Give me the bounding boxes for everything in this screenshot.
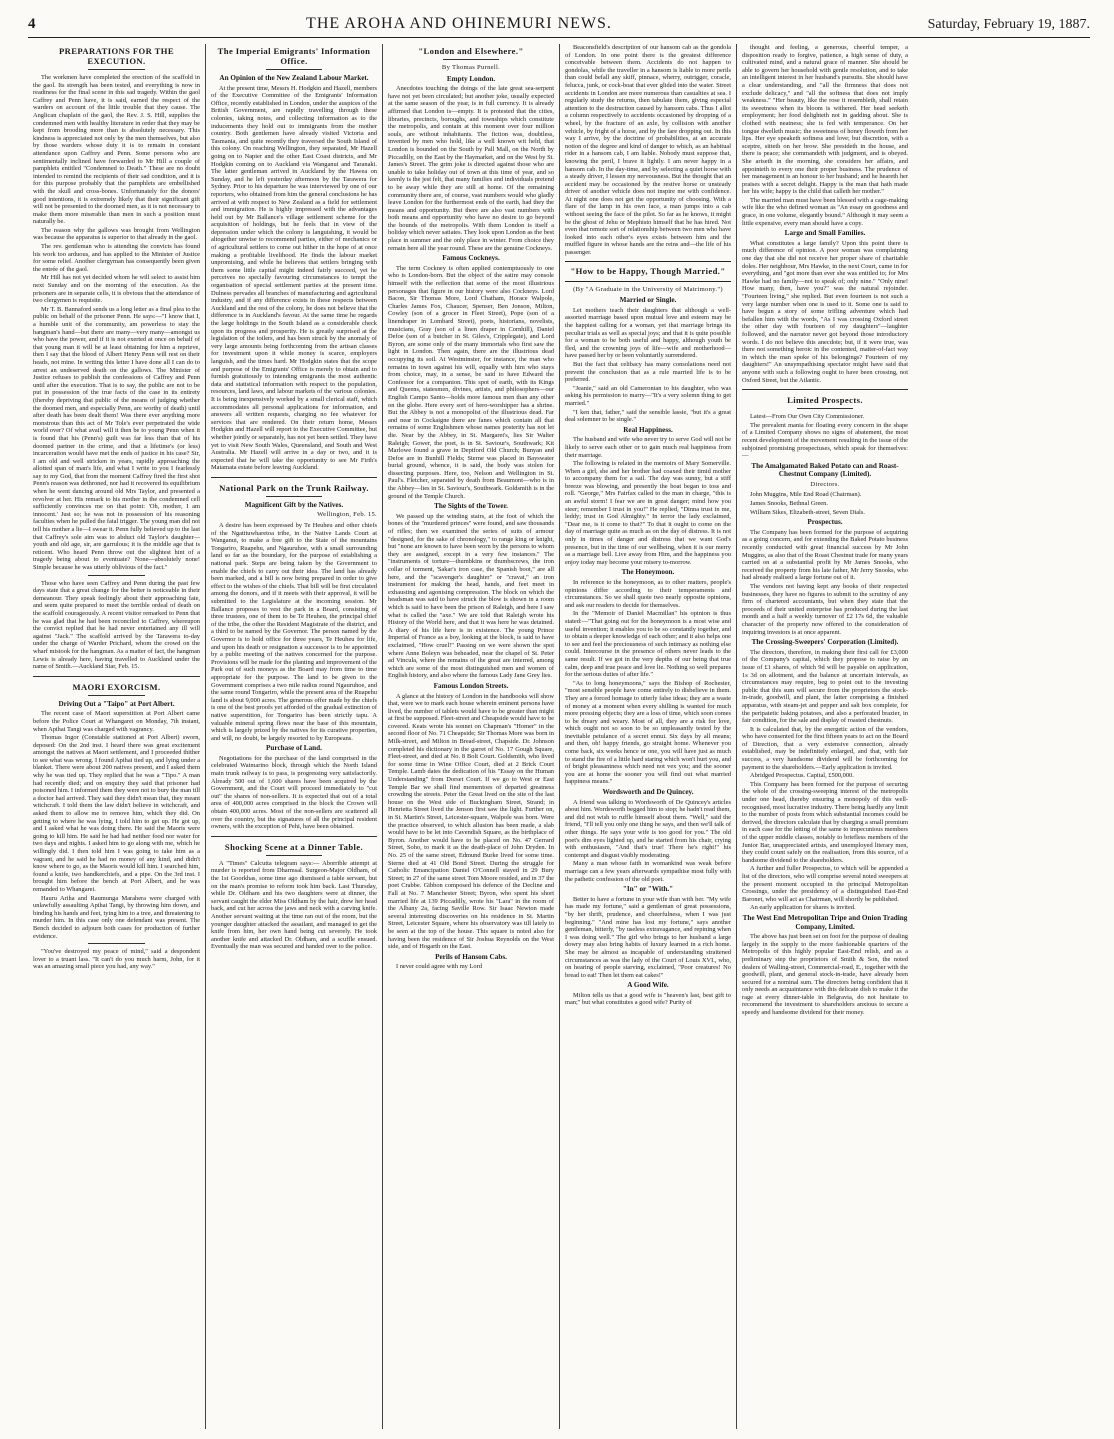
article-heading: "How to be Happy, Though Married." xyxy=(570,265,726,276)
divider xyxy=(88,69,145,70)
subheading: An Opinion of the New Zealand Labour Market. xyxy=(219,74,369,82)
paragraph: Those who have seen Caffrey and Penn during the past few days state that a great change for the better is noticeable in their demeanour. They speak feelingly about their approaching fate, and seem quite prepared to meet the terrible ordeal of death on the scaffold courageously. A recent visitor remarked to Penn that he was glad that he had been reconciled to Caffrey, whereupon the convict replied that he had never entertained any ill will against "Jack." The scaffold arrived by the Tarawera to-day under the charge of Warder Prichard, whom the crowd on the wharf mistook for the hangman. As a matter of fact, the hangman Lewis is already here, having travelled to Auckland under the name of Smith.—Auckland Star, Feb. 15. xyxy=(33,579,200,671)
paragraph: "I ken that, father," said the sensible lassie, "but it's a great deal solemner to be single." xyxy=(565,408,731,424)
director-entry: James Snooks, Bethnal Green. xyxy=(750,500,828,508)
subheading: The Sights of the Tower. xyxy=(434,502,508,511)
subheading: Prospectus. xyxy=(807,518,843,527)
paragraph: Beaconsfield's description of our hansom cab as the gondola of London. In one point there is the greatest difference conceivable between them. Accidents do not happen to gondolas, while the traveller in a hansom is liable to more perils than could befall any skiff, pinnace, wherry, outrigger, coracle, felucca, junk, or cock-boat that ever glided into the water. Street accidents in London are more numerous than casualties at sea. I regularly study the returns, then tabulate them, giving especial attention to the destruction caused by hansom cabs. Thus I allot a column respectively to accidents occasioned by dropping of a wheel, by the fracture of an axle, by collision with another vehicle, by fright of a horse, and by the fare dropping out. In this way I arrive, by the doctrine of probabilities, at an accurate notion of the degree and kind of danger to which, as an habitual rider in a hansom cab, I am liable. Nobody must suppose that, knowing the peril, I brave it lightly. I am never happy in a hansom cab. In the day-time, and by selecting a quiet horse with a steady driver, I lessen my nervousness. But the thought that an accident may be occasioned by the restive horse or unsteady driver of another vehicle does not inspire me with confidence. At night one does not get the opportunity of choosing. With a flare of the lamp in his own face, a man jumps into a cab without seeing the face of the pilot. So far as he knows, it might be the ghost of Jehu or Mephisto himself that he has hired. Not even that remote sort of relationship between two men who have looked into each other's eyes exists between him and the muffled figure in whose hands are the reins and—the life of his passenger. xyxy=(565,44,731,257)
paragraph: The prevalent mania for floating every concern in the shape of a Limited Company shows no signs of abatement, the most recent development of the movement resulting in the issue of the subjoined promising prospectuses, which speak for themselves:— xyxy=(742,421,908,460)
subheading: Large and Small Families. xyxy=(784,229,866,238)
paragraph: The workmen have completed the erection of the scaffold in the gaol. Its strength has been tested, and everything is now in readiness for the final scene in this sad tragedy. Within the gaol Caffrey and Penn have, it is said, earned the respect of the warders on account of the little trouble that they cause. The Anglican chaplain of the gaol, the Rev. J. S. Hill, supplies the condemned men with healthy literature in order that they may be kept from brooding more than is absolutely necessary. This kindness is appreciated not only by the men themselves, but also by those warders whose duty it is to remain in constant attendance upon Caffrey and Penn. Some persons who are sentimentally inclined have forwarded to Mr Hill a couple of pamphlets entitled "Condemned to Death." These are no doubt intended to remind the recipients of their sad condition, and it is for this purpose probably that the pamphlets are embellished with the skull and cross-bones. Unfortunately for the donors' good intentions, it is extremely likely that their significant gift will not be presented to the doomed men, as it is not necessary to make them more miserable than men in such a position must naturally be. xyxy=(33,74,200,226)
column-3 xyxy=(382,44,559,1429)
paragraph: A desire has been expressed by Te Heuheu and other chiefs of the Ngatituwharetoa tribe, in the Native Lands Court at Wanganui, to make a free gift to the State of the mountains Tongariro, Ruapehu, and Ngauruhoe, with a small surrounding land so far as the boundary, for the purpose of establishing a national park. Steps are being taken by the Government to enable the chiefs to carry out their idea. The land has already been marked, and a bill is now being prepared in order to give effect to the wishes of the chiefs. That bill will be first circulated among the donors, and if it meets with their approval, it will be submitted to the Legislature at the incoming session. Mr Ballance proposes to vest the park in a Board, consisting of three trustees, one of them to be Te Heuheu, the principal chief of the tribe, the other the Resident Magistrate of the district, and a third to be named by the Governor. The person named by the Governor is to hold office for three years, Te Heuheu for life, and upon his death or resignation a successor is to be appointed by a public meeting of the natives concerned for the purpose. Provisions will be made for the planting and improvement of the Park out of such moneys as the Board may from time to time appropriate for the purpose. The land to be given to the Government comprises a two mile radius round Ngauruhoe, and the same round Tongariro, while the present area of the Ruapehu land is about 9,000 acres. The generous offer made by the chiefs is one of the best proofs yet afforded of the gradual extinction of native superstition, for Tongariro has been strictly tapu. A valuable mineral spring flows near the base of this mountain, which is largely prized by the natives for its curative properties, and will, no doubt, be largely resorted to by Europeans. xyxy=(211,522,377,742)
byline: By Thomas Purnell. xyxy=(441,64,501,71)
paragraph: We passed up the winding stairs, at the foot of which the bones of the "murdered princes" were found, and saw thousands of rifles; then we examined the series of suits of armour "designed, for the sake of chronology," to range king or knight, but "none are known to have been worn by the persons to whom they are assigned, except in a very few instances." The "instruments of torture—thumbkins or thumbscrews, the iron collar of torment, 'Sakar's iron case, the Spanish boot," are all here, and the "scavenger's daughter" or "cravat," an iron instrument for making the head, hands, and feet meet in exhausting and agonising compression. The block on which the headsman was said to have struck the blow is shown in a room which is said to have been the prison of Raleigh, and here I saw what is called the "axe." We are told that Raleigh wrote his History of the World here, and that it was here he was detained. A diary of his life here is in existence. The young Prince Imperial of France as a boy, looking at the block, is said to have exclaimed, "How cruel!" Passing on we were shown the spot where Anne Boleyn was beheaded, near the chapel of St. Peter ad Vincula, where the remains of the great are interred, among which are some of the most distinguished men and women of English history, and also where the famous Lady Jane Grey lies. xyxy=(388,512,554,680)
divider xyxy=(211,836,377,837)
paragraph: "As to long honeymoons," says the Bishop of Rochester, "most sensible people have come entirely to disbelieve in them. They are a forced homage to utterly false ideas; they are a waste of money at a moment when every shilling is wanted for much more pressing objects; they are a loss of time, which soon comes to be dreary and weary. Most of all, they are a risk for love, which ought not so soon to be so unpleasantly tested by the inevitable petulance of a secret ennui. Six days by all means; and then, oh! happy friends, go straight home. Whenever you come back, six weeks hence or one, you will have just as much to stand the fire of a little hard staring which won't hurt you, and of bright pleasantness which need not vex you; and the sooner you are at home the sooner you will find out what married happiness means." xyxy=(565,679,731,786)
subheading: "In" or "With." xyxy=(622,885,674,894)
paragraph: It is calculated that, by the energetic action of the vendors, who have consented for the first fifteen years to act on the Board of Direction, that a very extensive connection, already established, may be indefinitely enlarged, and that, with fair success, a very handsome dividend will be forthcoming for payment to the shareholders.—Early application is invited. xyxy=(742,725,908,771)
subheading: Famous London Streets. xyxy=(433,681,509,690)
subheading: A Good Wife. xyxy=(627,981,669,990)
article-heading: MAORI EXORCISM. xyxy=(72,681,161,692)
company-name: The Amalgamated Baked Potato can and Roast-Chestnut Company (Limited). xyxy=(751,461,899,479)
paragraph: Milton tells us that a good wife is "heaven's last, best gift to man;" but what constitutes a good wife? Purity of xyxy=(565,991,731,1007)
paragraph: The rev. gentleman who is attending the convicts has found his work too arduous, and has applied to the Minister of Justice for some relief. Another clergyman has consequently been given the entrée of the gaol. xyxy=(33,243,200,273)
subheading: Magnificent Gift by the Natives. xyxy=(244,500,344,509)
divider xyxy=(797,408,853,409)
directors-label: Directors. xyxy=(810,480,840,488)
paragraph: A glance at the history of London in the handbooks will show that, were we to mark each house wherein eminent persons have lived, the number of tablets would have to be greater than might at first be supposed. Fleet-street and Cheapside would have to be covered. Keats wrote his sonnet on Chapman's "Homer" in the second floor of No. 71 Cheapside; Sir Thomas More was born in Milk-street, and Milton in Bread-street, Chapside. Dr. Johnson completed his dictionary in the garret of No. 17 Gough Square, Fleet-street, and died at No. 8 Bolt Court. Goldsmith, who lived for some time in Wine Office Court, died at 2 Brick Court Temple. Lamb dates the dedication of his "Essay on the Human Understanding" from Dorset Court. If we go to West or East Temple Bar we shall find mementoes of departed greatness crowding the streets. Peter the Great lived on the site of the last house on the West side of Buckingham Street, Strand; in Henrietta Street lived the Jenson first saw the light. Further on, in St. Martin's Street, Leicester-square, Walpole was born. Were the practice observed, to which allusion has been made, a slab would have to be let into Cavendish Square, as the birthplace of Byron. Another would have to be placed on No. 47 Gerrard Street, Soho, to mark it as the death-place of John Dryden. In No. 25 of the same street, Edmund Burke lived for some time. Sterne died at 41 Old Bond Street. During the struggle for Catholic Emancipation Daniel O'Connell stayed in 29 Bury Street; in 27 of the same street Tom Moore resided, and in 37 the poet Crabbe. Gibbon composed his defence of the Decline and Fall at No. 7 Manchester Street; Byron, who spent his short married life at 139 Piccadilly, wrote his "Lara" in the room of the Albany 2a, facing Saville Row. Sir Isaac Newton made several interesting discoveries on his residence in St. Martin Street, Leicester Square, where his observatory was till lately to be seen at the top of the house. This square is noted also for having been the residence of Sir Joshua Reynolds on the West side, and of Hogarth on the East. xyxy=(388,692,554,951)
divider xyxy=(88,575,145,576)
issue-date: Saturday, February 19, 1887. xyxy=(927,17,1090,32)
divider xyxy=(742,389,908,390)
paragraph: Many a man whose faith in womankind was weak before marriage can a few years afterwards sympathise most fully with the pathetic confession of the old poet. xyxy=(565,860,731,883)
paragraph: The Company has been formed for the purpose of acquiring as a going concern, and for extending the Baked Potato business recently conducted with great financial success by Mr John Muggins, as also that of the Roast Chestnut trade for many years carried on at a substantial profit by Mr James Snooks, who received the property from his late father, Mr Jerry Snooks, who had already realised a large fortune out of it. xyxy=(742,528,908,582)
divider xyxy=(88,695,145,696)
paragraph: The above has just been set on foot for the purpose of dealing largely in the supply to the more fashionable quarters of the Metropolis of this highly popular East-End relish, and as a preliminary step the proprietors of Smith & Son, the noted dealers of Walling-street, Commercial-road, E., together with the goodwill, plant, and general stock-in-trade, have already been secured for a nominal sum. The directors being confident that it only needs an acquaintance with this delicate dish to make it the rage at every dinner-table in Belgravia, do not hesitate to recommend the investment to shareholders anxious to secure a speedy and handsome dividend for their money. xyxy=(742,933,908,1017)
paragraph: "You've destroyed my peace of mind," said a despondent lover to a truant lass. "It can't do you much harm, John, for it was an amazing small piece you had, any way." xyxy=(33,948,200,971)
subheading: Driving Out a "Taipo" at Port Albert. xyxy=(58,699,175,708)
paragraph: What constitutes a large family? Upon this point there is much difference of opinion. A poor woman was complaining one day that she did not receive her proper share of charitable doles. Her neighbour, Mrs Hawke, in the next Court, came in for everything, and "got more than ever she was entitled to; for Mrs Hawke had no family—not to speak of; only nine." "Only nine! How many, then, have you?" was the natural rejoinder. "Fourteen living," she replied. But even fourteen is not such a very large number when one is used to it. Some one is said to have begun a story of some trifling adventure which had befallen him with the words, "As I was crossing Oxford street the other day with fourteen of my daughters"—laughter followed, and the narrator never got beyond those introductory words. I do not believe this anecdote; but, if it were true, was there not something heroic in the contented, matter-of-fact way in which the man spoke of his belongings? Fourteen of my daughters!" An unsympathising spectator might have said that anyone with such a following ought to have been crossing, not Oxford Street, but the Atlantic. xyxy=(742,239,908,384)
paragraph: Latest—From Our Own City Commissioner. xyxy=(750,413,865,421)
column-1 xyxy=(28,44,205,1429)
column-5 xyxy=(736,44,913,1429)
newspaper-title: THE AROHA AND OHINEMURI NEWS. xyxy=(306,15,612,32)
divider xyxy=(211,477,377,478)
paragraph: Hauru Ariha and Raumunga Marahera were charged with unlawfully assaulting Apihai Tangi, by throwing him down, and binding his hands and feet, tying him to a tree, and threatening to murder him. In this case only one defendant was present. The Bench decided to adjourn both cases for production of further evidence. xyxy=(33,894,200,940)
dateline: Wellington, Feb. 15. xyxy=(317,511,377,519)
article-heading: "London and Elsewhere." xyxy=(418,46,524,56)
subheading: The Honeymoon. xyxy=(621,568,675,577)
article-heading: Limited Prospects. xyxy=(787,395,863,406)
paragraph: A further and fuller Prospectus, to which will be appended a list of the directors, who will comprise several noted sweepers at the present moment occupied in the principal Metropolitan Crossings, under the presidency of a distinguished East-End Baronet, who will act as Chairman, will shortly be published. xyxy=(742,865,908,903)
subheading: Perils of Hansom Cabs. xyxy=(435,952,507,961)
paragraph: I never could agree with my Lord xyxy=(396,963,482,971)
paragraph: Anecdotes touching the doings of the late great sea-serpent have not yet been circulated; but another joke, usually expected at the same season of the year, is in full currency. It is already affirmed that London is—empty. It is protested that the cities, libraries, precincts, boroughs, and townships which constitute the metropolis, and contain at this moment over four million souls, are without inhabitants. The fiction was, doubtless, invented by men who hold, like a well known wit held, that London is bounded on the South by Pall Mall, on the North by Piccadilly, on the East by the Haymarket, and on the West by St. James's Street. The grim joke is directed against those who are unable to take holiday out of town at this time of year, and so keenly is the jest felt, that many families and individuals pretend to be away while they are still at home. Of the remaining community there are, of course, vast numbers would who gladly leave London for the furthermost ends of the earth, had they the means and opportunity. But there are also vast numbers with both means and opportunity who have no desire to go beyond the bounds of the metropolis. With them London is itself a holiday which never satiates. They look upon London as the best place in summer and the only place in winter. From choice they remain here all the year round. These are the genuine Cockneys. xyxy=(388,85,554,252)
paragraph: The term Cockney is often applied contemptuously to one who is London-born. But the object of the satire may console himself with the reflection that some of the most illustrious personages that figure in our history were also Cockneys. Lord Bacon, Sir Thomas More, Lord Chatham, Horace Walpole, Charles James Fox, Chaucer, Spenser, Ben Jonson, Milton, Cowley (son of a grocer in Fleet Street), Pope (son of a linendraper in Lombard Street), poets, historians, novelists, musicians, Gray (son of a linen draper in Cornhill), Daniel Defoe (son of a butcher in St. Giles's, Cripplegate), and Lord Byron, are some only of the many immortals who first saw the light in London. Then again, there are the illustrious dead occupying its soil. At Westminster, for instance, the man who remains in town against his will, equally with him who stays from choice, may, in a sense, be said to have Edward the Confessor for a companion. This spot of earth, with its Kings and Queens, statesmen, divines, artists, and philosophers—our English Campo Santo—holds more famous men than any other on the globe. Here every sort of hero-worshipper has a shrine. But the Abbey is not a monopolist of the illustrious dead. Far and near in Cockaigne there are fanes which contain all that remains of some Englishmen whose names posterity has not let die. Near by the Abbey, in St. Margaret's, lies Sir Walter Raleigh; Gower, the poet, is in St. Saviour's, Southwark; Kit Marlowe found a grave in Deptford Old Church; Bunyan and Defoe are in Bunhill Fields; Sterne was placed in Bayswater burial ground, whence, it is said, the body was stolen for dissecting purposes. Here, too, Nelson and Wellington in St. Paul's. Fletcher, separated by death from Beaumont—who is in the Abbey—lies in St. Saviour's, Southwark. Goldsmith is in the ground of the Temple Church. xyxy=(388,264,554,500)
column-4 xyxy=(559,44,736,1429)
paragraph: In the "Memoir of Daniel Macmillan" his opinion is thus stated:—"That going out for the honeymoon is a most wise and useful invention; it enables you to be so constantly together, and to obtain a deeper knowledge of each other; and it also helps one to see and feel the preciousness of such intimacy as nothing else could. Intercourse in the presence of others never leads to the same result. If we got in the very depths of our being that true calm, deep and true peace and love lie. Nothing so well prepares for the serious duties of after life." xyxy=(565,610,731,679)
subheading: Famous Cockneys. xyxy=(442,254,500,263)
paragraph: A friend was talking to Wordsworth of De Quincey's articles about him. Wordsworth begged him to stop; he hadn't read them, and did not wish to ruffle himself about them. "Well," said the friend, "I'll tell you only one thing he says, and then we'll talk of other things. He says your wife is too good for you." The old poet's dim eyes lighted up, and he started from his chair, crying with enthusiasm, "And that's true! There he's right!" his contempt and disgust visibly moderating. xyxy=(565,798,731,859)
paragraph: Negotiations for the purchase of the land comprised in the celebrated Waimarino block, through which the North Island main trunk railway is to pass, is progressing very satisfactorily. Already 500 out of 1,600 shares have been acquired by the Government, and the Court will proceed immediately to "cut out" the shares of non-sellers. It is expected that out of a total area of 400,000 acres comprised in the block the Crown will obtain 400,000 acres. Most of the non-sellers are scattered all over the country, but the signatures of all the principal resident owners, with the exception of Pehi, have been obtained. xyxy=(211,754,377,831)
paragraph: thought and feeling, a generous, cheerful temper, a disposition ready to forgive, patience, a high sense of duty, a cultivated mind, and a natural grace of manner. She should be able to govern her household with gentle resolution, and to take an intelligent interest in her husband's pursuits. She should have a clear understanding, and "all the firmness that does not exclude delicacy," and "all the softness that does not imply weakness." "Her beauty, like the rose it resembleth, shall retain its sweetness when its bloom is withered. Her head seeketh employment; her food delighteth not in gadding about. She is clothed with neatness; she is fed with temperance. On her tongue dwelleth music; the sweetness of honey floweth from her lips. Her eye speaketh softness and love; but discretion, with a sceptre, sitteth on her brow. She presideth in the house, and there is peace; she commandeth with judgment, and is obeyed. She ariseth in the morning, she considers her affairs, and appointeth to every one their proper business. The prudence of her management is an honour to her husband; and he heareth her praises with a secret delight. Happy is the man that hath made her his wife; happy is the child that calleth her mother." xyxy=(742,44,908,196)
paragraph: The recent case of Maori superstition at Port Albert came before the Police Court at Whangarei on Monday, 7th instant, when Apihai Tangi was charged with vagrancy. xyxy=(33,710,200,733)
masthead xyxy=(28,10,1090,38)
paragraph: This Company has been formed for the purpose of securing the whole of the crossing-sweeping interest of the metropolis under one head, thereby ensuring a monopoly of this well-recognised, most lucrative industry. There being hardly any limit to the number of posts from which substantial incomes could be derived, the directors calculate that by charging a small premium in each case for the letting of the same to impecunious members of the upper middle classes, notably to briefless members of the Junior Bar, unappreciated artists, and unemployed literary men, they could count safely on the realisation, from this source, of a handsome dividend to the shareholders. xyxy=(742,780,908,864)
subheading: Real Happiness. xyxy=(623,425,673,434)
divider xyxy=(266,855,322,856)
paragraph: But the fact that celibacy has many consolations need not prevent the conclusion that as a rule married life is to be preferred. xyxy=(565,360,731,384)
paragraph: A "Times" Calcutta telegram says:— Aborrible attempt at murder is reported from Dharmsal. Surgeon-Major Oldham, of the 1st Goorkhas, some time ago dismissed a table servant, but on the man's promise to reform took him back. Last Thursday, while Dr. Oldham and his two daughters were at dinner, the servant caught the elder Miss Oldham by the hair, drew her head back, and cut her across the jaws and neck with a carving knife. Another servant waiting at the time ran out of the room, but the younger daughter attacked the assailant, and managed to get the knife from him, her own hand being cut severely. He took another knife and attacked Dr. Oldham, and a scuffle ensued. Eventually the man was secured and handed over to the police. xyxy=(211,859,377,951)
subheading: Empty London. xyxy=(446,74,496,83)
paragraph: Thomas Ingor (Constable stationed at Port Albert) sworn, deposed: On the 2nd inst. I heard there was great excitement amongst the natives at Maori settlement, and I proceeded thither to see what was wrong. I found Apihai tied up, and lying under a blanket. There were about 200 natives present, and I asked them why he was tied up. They replied that he was a "Tipo." A man had recently died; and on enquiry they said that prisoner had poisoned him. I informed them they were not to bury the man till a doctor had arrived. They said they didn't mean that, they meant witchcraft. I told them the law didn't believe in witchcraft, and asked them to allow me to remove him, which they did. On getting to where he was lying, I told him to get up. He got up, and I asked what he was doing there. He said the Maoris were going to kill him. He said he had had neither food nor water for two days and nights. I asked him to go along with me, which he willingly did. I then told him I was going to take him as a vagrant, and he said he had no money of any kind, and didn't know where to go, as the Maoris would kill him. I searched him, found a knife, two handkerchiefs, and a pipe. On the 3rd inst. I brought him before the bench at Port Albert, and he was remanded to Whangarei. xyxy=(33,734,200,893)
company-name: The Crossing-Sweepers' Corporation (Limited). xyxy=(751,638,899,647)
director-entry: William Sikes, Elizabeth-street, Seven Dials. xyxy=(750,508,865,516)
subheading: Purchase of Land. xyxy=(266,744,322,753)
divider xyxy=(33,676,200,677)
director-entry: John Muggins, Mile End Road (Chairman). xyxy=(750,491,862,499)
paragraph: The husband and wife who never try to serve God will not be likely to serve each other or to gain much real happiness from their marriage. xyxy=(565,436,731,459)
divider xyxy=(266,496,322,497)
article-header-box xyxy=(565,261,731,282)
article-heading: The Imperial Emigrants' Information Office. xyxy=(217,46,371,66)
paragraph: Better to have a fortune in your wife than with her. "My wife has made my fortune," said a gentleman of great possessions, "by her thrift, prudence, and cheerfulness, when I was just beginning." "And mine has lost my fortune," says another gentleman, bitterly, "by useless extravagance, and repining when I was doing well." The girl who brings to her husband a large dowry may also bring habits of luxury learned in a rich home. She may be almost as incapable of understanding straitened circumstances as was the lady of the Court of Louis XVI., who, on hearing of people starving, exclaimed, "Poor creatures! No bread to eat! Then let them eat cakes!" xyxy=(565,895,731,979)
paragraph: The married man must have been blessed with a cage-making wife like the who defined woman as "An essay on goodness and grace, in one volume, elegantly bound." Although it may seem a little expensive, every man should have a copy. xyxy=(742,196,908,227)
paragraph: Abridged Prospectus. Capital, £500,000. xyxy=(750,772,854,780)
article-columns xyxy=(28,44,1090,1429)
paragraph: At the present time, Messrs H. Hodgkin and Hazell, members of the Executive Committee of the Emigrants' Information Office, recently established in London, under the auspices of the British Government, are rapidly travelling through these colonies, taking notes, and collecting information as to the inducements they hold out to immigrants from the mother country. Both gentlemen have already visited Victoria and Tasmania, and quite recently they traversed the South Island of this colony. On reaching Wellington, they separated, Mr Hazell going on to Napier and the other East Coast districts, and Mr Hodgkin coming on to Auckland via Wanganui and Taranaki. The latter gentleman arrived in Auckland by the Hawea on Sunday, and he left yesterday afternoon by the Tarawera for Sydney. Prior to his departure he was interviewed by one of our reporters, who obtained from him the general conclusions he has arrived at with respect to New Zealand as a field for settlement and immigration. He is highly impressed with the advantages held out by Mr Ballance's village settlement scheme for the acquisition of holdings, but he feels that in view of the depression under which the colony is languishing, it would be altogether unwise to recommend parties, either of mechanics or of agricultural settlers to come out hither in the hope of at once making a profitable livelihood. He finds the labour market unpromising, and while he believes that settlers bringing with them some little capital might indeed fairly succeed, yet he perceives no specially favouring circumstances to tempt the organisation of special settlement parties at the present time. Dulness pervades all branches of manufacturing and agricultural industry, and if any difference exists in these respects between Auckland and the rest of the colony, he does not believe that the difference is in Auckland's favour. At the same time he regards the large holdings in the South Island as a considerable check upon its progress and prosperity. He is greatly surprised at the legislation of the toilers, and has been struck by the anomaly of very large amounts being forthcoming from the artisan classes for investment upon it while money is scarce, employers languish, and the times hard. Mr Hodgkin states that the scope and purpose of the Emigrants' Office is merely to obtain and to furnish gratuitously to intending emigrants the most authentic data and statistical information with respect to the population, resources, land laws, and labour markets of the various colonies. It is being inexpensively worked by a small clerical staff, which accommodates all personal applications for information, and answers all written requests, charging no fee whatever for services that are rendered. On their return home, Messrs Hodgkin and Hazell will report to the Executive Committee, but whether jointly or separately, has not yet been settled. They have yet to visit New South Wales, Queensland, and South and West Australia. Mr Hazell will arrive in a day or two, and it is expected that he will take the opportunity to see Mr Firth's Matamata estate before leaving Auckland. xyxy=(211,84,377,472)
paragraph: Mr T. B. Bannaford sends us a long letter as a final plea to the public on behalf of the prisoner Penn. He says:—"I know that I, a humble unit of the community, am powerless to stay the hangman's hand—but there are many—very many—amongst us who have the power, and if it is not exerted at once on behalf of that young man it will be at least obtaining for him a reprieve, then I say that the blood of Albert Henry Penn will rest on their heads, not mine. In writing this letter I have done all I can do to arrest an undeserved death on the gallows. The Minister of Justice refuses to publish the confessions of Caffrey and Penn until after the execution. That is to say, the public are not to be put in possession of the true facts of the case in its entirety (thereby depriving that public of the means of judging whether the doomed men, and especially Penn, are worthy of death) until after death has been dealt them! Was there ever anything more monstrous than this act of Mr Tole's ever perpetrated the wide world over? Of what avail will it then be to young Penn when it is found that his (Penn's) guilt was far less than that of his doomed partner in the crime, and that a lifetime's (or less) incarceration would have met the ends of justice in his case? Sir, I am old and well stricken in years, rapidly approaching the allotted span of man's life, and what I write to you I fearlessly say to my God, that from the moment Caffrey fired the first shot Penn's reason was dethroned, nor had it recovered its equilibrium when he went dancing around old Mrs Taylor, and presented a revolver at her. His remark to his mother in the condemned cell sufficiently convinces me on that point: 'Oh, mother, I am innocent.' Just so; he was not in possession of his reasoning faculties when he pulled the fatal trigger. The young man did not tell his mother a lie—I swear it. Penn fully believed up to the last that Caffrey's sole aim was to abduct old Taylor's daughter—youth and old age, sir, are garrulous; it is the middle age that is reticent. Who heard Penn throw out the slightest hint of a tragedy being about to eventuate? None—absolutely none! Simple because he was utterly oblivious of the fact." xyxy=(33,305,200,571)
paragraph: The vendors not having kept any books of their respected businesses, they have no figures to submit to the scrutiny of any firm of chartered accountants, but when they state that the proceeds of their united enterprise has produced during the last month and a half a weekly turnover of £2 17s 6d, the valuable character of the property now offered to the consideration of inquiring investors is at once apparent. xyxy=(742,583,908,636)
paragraph: Mr Hill has not yet decided whom he will select to assist him next Sunday and on the morning of the execution. As the prisoners are in separate cells, it is obvious that the attendance of two clergymen is requisite. xyxy=(33,274,200,305)
article-heading: PREPARATIONS FOR THE EXECUTION. xyxy=(59,46,174,66)
divider xyxy=(443,59,499,60)
paragraph: An early application for shares is invited. xyxy=(750,904,856,912)
page-number: 4 xyxy=(28,16,36,32)
paragraph: "Jeanie," said an old Cameronian to his daughter, who was asking his permission to marry—"It's a very solemn thing to get married." xyxy=(565,384,731,407)
paragraph: The reason why the gallows was brought from Wellington was because the apparatus is superior to that already in the gaol. xyxy=(33,226,200,242)
byline: (By "A Graduate in the University of Matrimony.") xyxy=(573,285,723,293)
divider xyxy=(88,943,145,944)
article-heading: Shocking Scene at a Dinner Table. xyxy=(224,841,364,852)
company-name: The West End Metropolitan Tripe and Onion Trading Company, Limited. xyxy=(742,913,908,931)
paragraph: The following is related in the memoirs of Mary Somerville. When a girl, she and her brother had coaxed their timid mother to accompany them for a sail. The day was sunny, but a stiff breeze was blowing, and presently the boat began to toss and roll. "George," Mrs Fairfax called to the man in charge, "this is an awful storm! I fear we are in great danger; mind how you steer; remember I trust in you!" He replied, "Dinna trust in me, leddy; trust in God Almighty." In terror the lady exclaimed, "Dear me, is it come to that?" To that it ought to come on the day of marriage quite as much as on the day of distress. It is not only in times of danger and distress that we want God's presence, but in the time of our wellbeing, when it is our merry as a marriage bell. Live away from Him, and the happiness you enjoy today may become your misery to-morrow. xyxy=(565,460,731,566)
paragraph: The directors, therefore, in making their first call for £3,000 of the Company's capital, which they propose to raise by an issue of £1 shares, of which 9d will be payable on application, 1s 3d on allotment, and the balance at uncertain intervals, as circumstances may require, beg to point out to the investing public that this sum will secure from the proprietors the stock-in-trade, goodwill, and plant, the latter comprising a finished apparatus, with steam-jet and pepper and salt box complete, for the peripatetic baking potatoes, and also a perforated brazier, in fair condition, for the sale and display of roasted chestnuts. xyxy=(742,648,908,725)
subheading: Married or Single. xyxy=(619,296,677,305)
paragraph: In reference to the honeymoon, as to other matters, people's opinions differ according to their temperaments and circumstances. So we shall quote two nearly opposite opinions, and ask our readers to decide for themselves. xyxy=(565,579,731,609)
paragraph: Let mothers teach their daughters that although a well-assorted marriage based upon mutual love and esteem may be the happiest calling for a woman, yet that marriage brings its peculiar trials as well as special joys; and that it is quite possible for a woman to be both useful and happy, although youth be fled, and the crowning joys of life—wife and motherhood—have passed her by or been voluntarily surrendered. xyxy=(565,306,731,360)
subheading: Wordsworth and De Quincey. xyxy=(602,788,694,797)
divider xyxy=(266,69,322,70)
article-heading: National Park on the Trunk Railway. xyxy=(219,482,369,493)
column-2 xyxy=(205,44,382,1429)
